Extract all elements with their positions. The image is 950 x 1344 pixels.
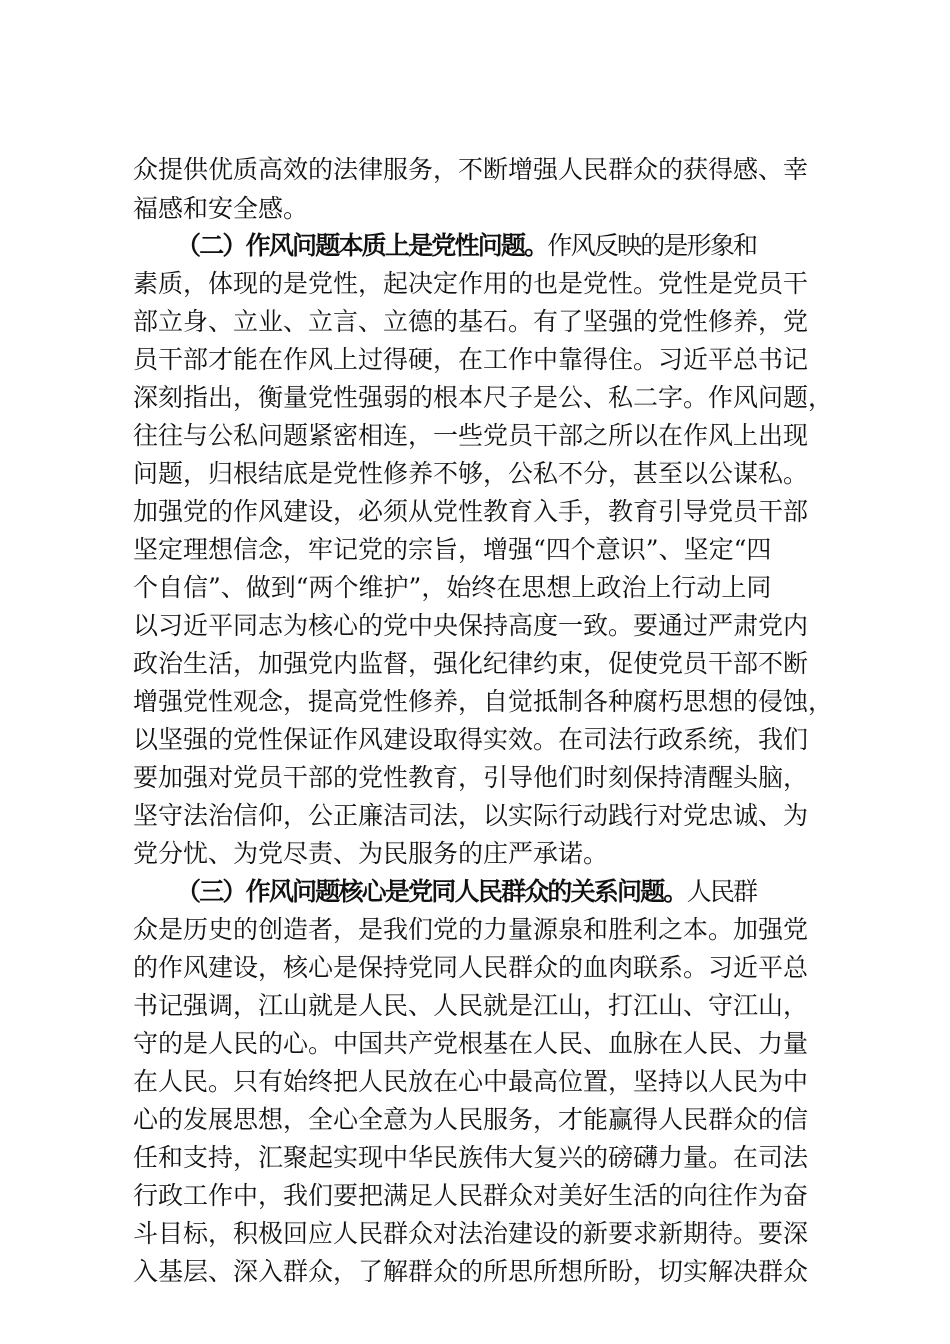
section-3-first-line xyxy=(176,872,876,912)
text-line: 在人民。只有始终把人民放在心中最高位置，坚持以人民为中 xyxy=(133,1067,809,1096)
text-line: 坚定理想信念，牢记党的宗旨，增强“四个意识”、坚定“四 xyxy=(133,535,772,564)
text-line: 问题，归根结底是党性修养不够，公私不分，甚至以公谋私。 xyxy=(133,459,809,488)
text-line: 以习近平同志为核心的党中央保持高度一致。要通过严肃党内 xyxy=(133,611,809,640)
section-3-lead-text: 人民群 xyxy=(686,877,757,906)
text-line: 个自信”、做到“两个维护”，始终在思想上政治上行动上同 xyxy=(133,573,772,602)
section-2-first-line xyxy=(176,226,876,266)
section-2-heading: （二）作风问题本质上是党性问题。 xyxy=(176,231,548,260)
text-line: 众提供优质高效的法律服务，不断增强人民群众的获得感、幸 xyxy=(133,155,809,184)
section-2-lead-text: 作风反映的是形象和 xyxy=(547,231,757,260)
text-line: 以坚强的党性保证作风建设取得实效。在司法行政系统，我们 xyxy=(133,725,809,754)
text-line: 党分忧、为党尽责、为民服务的庄严承诺。 xyxy=(133,839,609,868)
text-line: 员干部才能在作风上过得硬，在工作中靠得住。习近平总书记 xyxy=(133,345,809,374)
text-line: 的作风建设，核心是保持党同人民群众的血肉联系。习近平总 xyxy=(133,953,809,982)
text-line: 要加强对党员干部的党性教育，引导他们时刻保持清醒头脑， xyxy=(133,763,809,792)
text-line: 素质，体现的是党性，起决定作用的也是党性。党性是党员干 xyxy=(133,269,809,298)
text-line: 政治生活，加强党内监督，强化纪律约束，促使党员干部不断 xyxy=(133,649,809,678)
text-line: 加强党的作风建设，必须从党性教育入手，教育引导党员干部 xyxy=(133,497,809,526)
section-3-heading: （三）作风问题核心是党同人民群众的关系问题。 xyxy=(176,877,687,906)
text-line: 增强党性观念，提高党性修养，自觉抵制各种腐朽思想的侵蚀， xyxy=(133,687,834,716)
text-line: 心的发展思想，全心全意为人民服务，才能赢得人民群众的信 xyxy=(133,1105,809,1134)
text-line: 往往与公私问题紧密相连，一些党员干部之所以在作风上出现 xyxy=(133,421,809,450)
text-line: 行政工作中，我们要把满足人民群众对美好生活的向往作为奋 xyxy=(133,1181,809,1210)
text-line: 入基层、深入群众，了解群众的所思所想所盼，切实解决群众 xyxy=(133,1257,809,1286)
text-line: 深刻指出，衡量党性强弱的根本尺子是公、私二字。作风问题， xyxy=(133,383,834,412)
text-line: 书记强调，江山就是人民、人民就是江山，打江山、守江山， xyxy=(133,991,809,1020)
text-line: 众是历史的创造者，是我们党的力量源泉和胜利之本。加强党 xyxy=(133,915,809,944)
text-line: 守的是人民的心。中国共产党根基在人民、血脉在人民、力量 xyxy=(133,1029,809,1058)
text-line: 坚守法治信仰，公正廉洁司法，以实际行动践行对党忠诚、为 xyxy=(133,801,809,830)
text-line: 部立身、立业、立言、立德的基石。有了坚强的党性修养，党 xyxy=(133,307,809,336)
text-line: 福感和安全感。 xyxy=(133,194,309,223)
text-line: 任和支持，汇聚起实现中华民族伟大复兴的磅礴力量。在司法 xyxy=(133,1143,809,1172)
text-line: 斗目标，积极回应人民群众对法治建设的新要求新期待。要深 xyxy=(133,1219,809,1248)
